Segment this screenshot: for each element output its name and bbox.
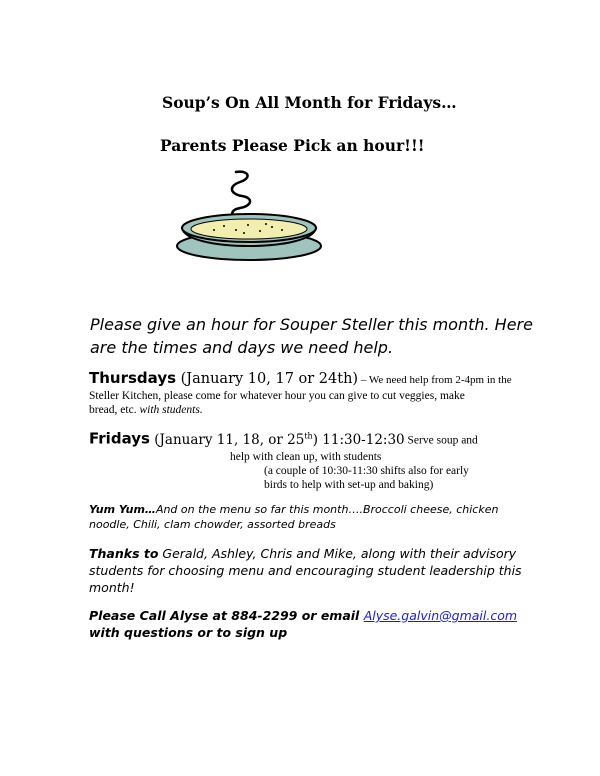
title-line-2: Parents Please Pick an hour!!! [160, 136, 425, 155]
contact-note [89, 607, 529, 641]
thanks-text: Gerald, Ashley, Chris and Mike, along with their advisory students for choosing menu and encouraging student leadership this month! [89, 546, 522, 595]
thursdays-section [89, 369, 529, 417]
fridays-desc-1: Serve soup and [404, 434, 478, 447]
fridays-dates-sup: th [304, 431, 313, 440]
email-link[interactable]: Alyse.galvin@gmail.com [363, 608, 518, 623]
thursdays-desc-1: – We need help from 2-4pm in the [358, 374, 512, 386]
thursdays-desc-2: Steller Kitchen, please come for whatever hour you can give to cut veggies, make [89, 390, 465, 402]
yum-text: And on the menu so far this month….Broccoli cheese, chicken noodle, Chili, clam chowder, assorted breads [89, 503, 499, 531]
soup-bowl-icon [174, 166, 324, 266]
thanks-note [89, 545, 529, 596]
intro-text: Please give an hour for Souper Steller this month. Here are the times and days we need help. [90, 315, 533, 357]
call-text-b: with questions or to sign up [89, 625, 288, 640]
fridays-section [89, 427, 529, 492]
call-text-a: Please Call Alyse at 884-2299 or email [89, 608, 364, 623]
fridays-dates-a: (January 11, 18, or 25 [149, 431, 305, 448]
fridays-desc-3: (a couple of 10:30-11:30 shifts also for early [264, 464, 469, 477]
thursdays-dates: (January 10, 17 or 24th) [176, 371, 359, 387]
fridays-label: Fridays [89, 429, 150, 448]
thursdays-desc-3: bread, etc. [89, 404, 137, 416]
fridays-desc-2: help with clean up, with students [230, 450, 382, 463]
fridays-dates-b: ) 11:30-12:30 [312, 431, 405, 448]
thanks-lead: Thanks to [89, 546, 159, 561]
yum-lead: Yum Yum… [89, 503, 156, 516]
fridays-desc-4: birds to help with set-up and baking) [264, 478, 434, 491]
title-line-1: Soup’s On All Month for Fridays… [162, 93, 457, 112]
menu-note [89, 502, 519, 532]
thursdays-desc-3-italic: with students. [136, 404, 203, 416]
thursdays-label: Thursdays [89, 369, 177, 387]
